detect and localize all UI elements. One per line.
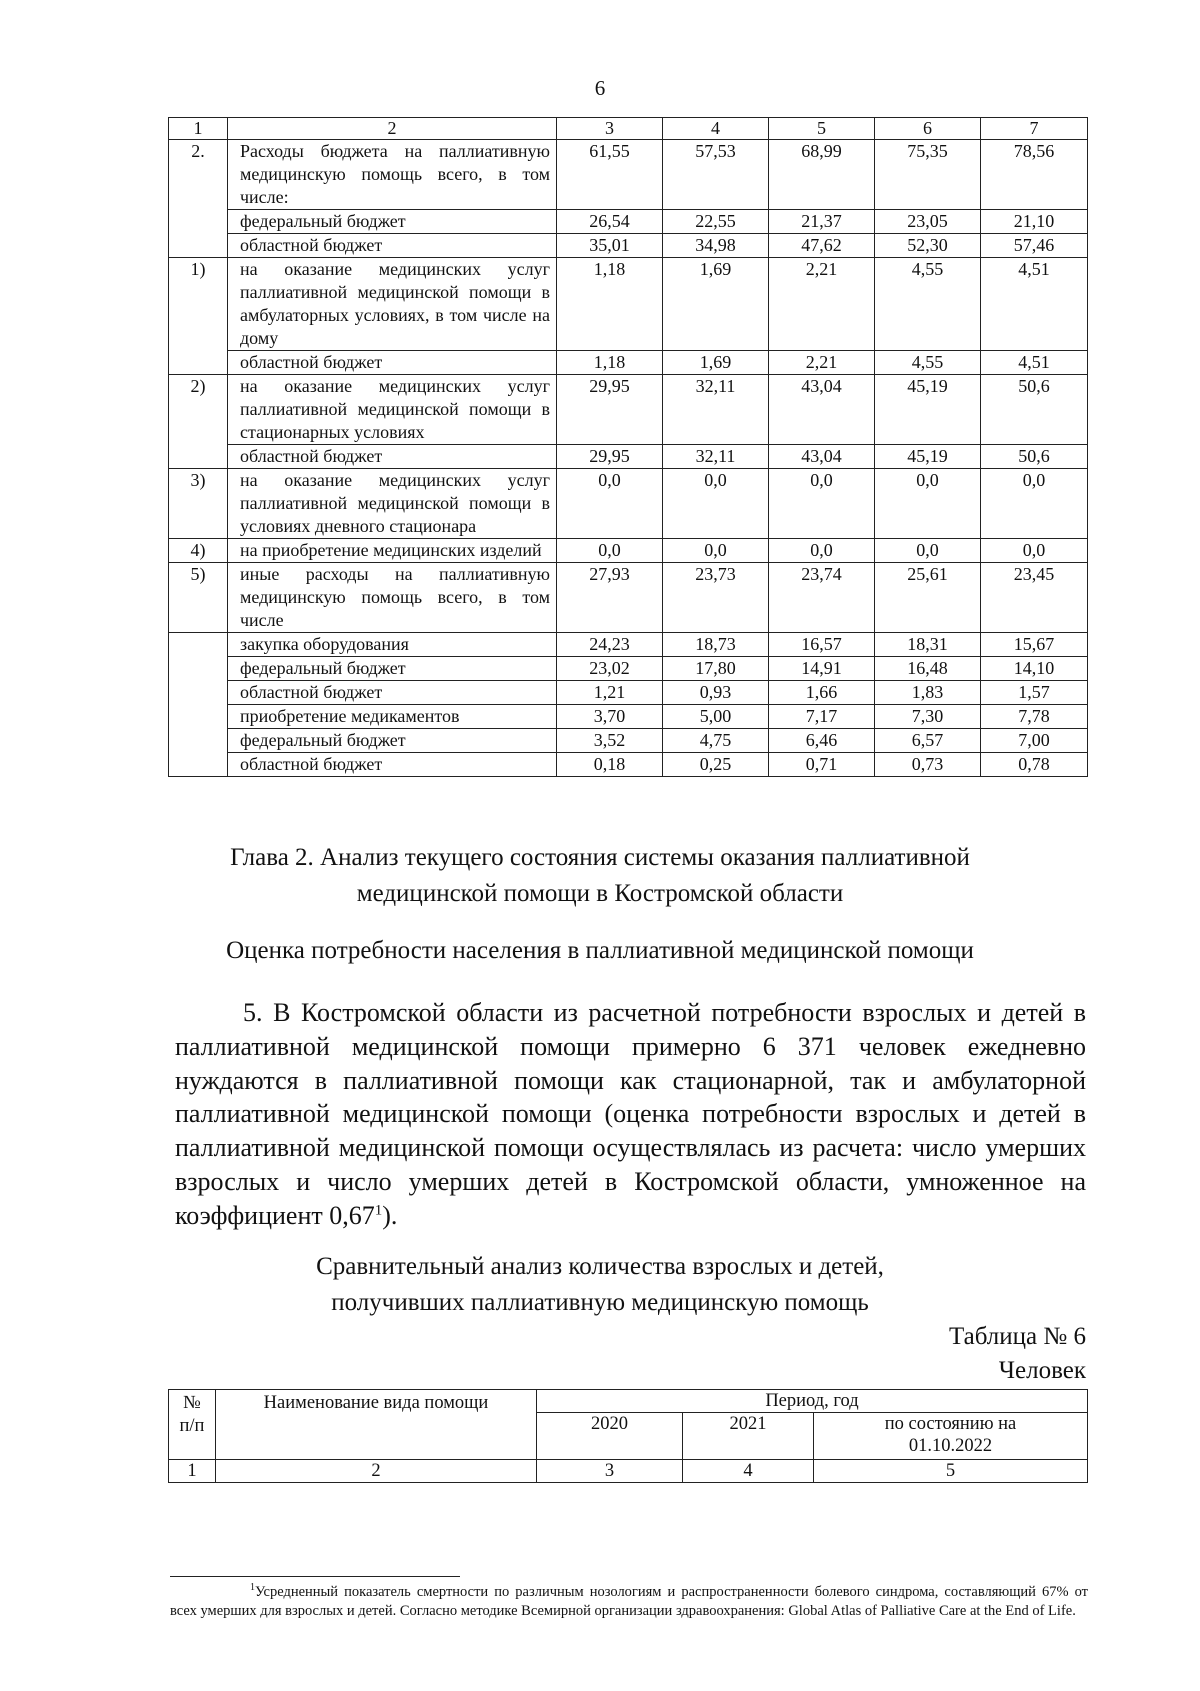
value-cell: 4,75 bbox=[663, 729, 769, 753]
value-cell: 27,93 bbox=[557, 563, 663, 633]
section-heading: Оценка потребности населения в паллиативной медицинской помощи bbox=[226, 937, 974, 964]
value-cell: 29,95 bbox=[557, 375, 663, 445]
row-name-cell: областной бюджет bbox=[228, 445, 557, 469]
col-period-header: Период, год bbox=[537, 1390, 1088, 1413]
value-cell: 14,10 bbox=[981, 657, 1088, 681]
row-name-cell: федеральный бюджет bbox=[228, 729, 557, 753]
footnote-mark: 1 bbox=[374, 1202, 383, 1219]
budget-expenses-table bbox=[168, 117, 1088, 777]
table-row bbox=[169, 234, 1088, 258]
header-cell: 4 bbox=[663, 118, 769, 140]
value-cell: 35,01 bbox=[557, 234, 663, 258]
row-number-cell: 4) bbox=[169, 539, 228, 563]
table-row bbox=[169, 539, 1088, 563]
table-header-row bbox=[169, 118, 1088, 140]
header-cell: 5 bbox=[769, 118, 875, 140]
value-cell: 68,99 bbox=[769, 140, 875, 210]
year-header: 2021 bbox=[683, 1413, 814, 1460]
year-header: 2020 bbox=[537, 1413, 683, 1460]
value-cell: 22,55 bbox=[663, 210, 769, 234]
value-cell: 32,11 bbox=[663, 375, 769, 445]
value-cell: 50,6 bbox=[981, 445, 1088, 469]
row-number-cell bbox=[169, 633, 228, 777]
table-header-row bbox=[169, 1390, 1088, 1413]
value-cell: 1,83 bbox=[875, 681, 981, 705]
index-cell: 5 bbox=[814, 1460, 1088, 1483]
value-cell: 1,21 bbox=[557, 681, 663, 705]
value-cell: 1,18 bbox=[557, 351, 663, 375]
value-cell: 0,0 bbox=[663, 539, 769, 563]
value-cell: 61,55 bbox=[557, 140, 663, 210]
table-row bbox=[169, 705, 1088, 729]
row-number-cell: 2. bbox=[169, 140, 228, 258]
value-cell: 6,57 bbox=[875, 729, 981, 753]
header-cell: 1 bbox=[169, 118, 228, 140]
table-row bbox=[169, 351, 1088, 375]
palliative-care-comparison-table bbox=[168, 1389, 1088, 1483]
value-cell: 25,61 bbox=[875, 563, 981, 633]
table-row bbox=[169, 681, 1088, 705]
table-row bbox=[169, 729, 1088, 753]
table-row bbox=[169, 633, 1088, 657]
value-cell: 45,19 bbox=[875, 445, 981, 469]
value-cell: 32,11 bbox=[663, 445, 769, 469]
value-cell: 43,04 bbox=[769, 375, 875, 445]
value-cell: 21,10 bbox=[981, 210, 1088, 234]
value-cell: 57,53 bbox=[663, 140, 769, 210]
value-cell: 7,78 bbox=[981, 705, 1088, 729]
row-number-cell: 1) bbox=[169, 258, 228, 375]
value-cell: 0,25 bbox=[663, 753, 769, 777]
header-cell: 3 bbox=[557, 118, 663, 140]
page-number: 6 bbox=[594, 76, 606, 100]
footnote-text: Усредненный показатель смертности по различным нозологиям и распространенности болевого синдрома, составляющий 67% от всех умерших для взрослых и детей. Согласно методике Всемирной организации здравоохранения: Global Atlas of Palliative Care at the End of Life. bbox=[170, 1584, 1088, 1619]
index-cell: 3 bbox=[537, 1460, 683, 1483]
chapter-heading bbox=[0, 840, 1200, 912]
table-row bbox=[169, 258, 1088, 351]
value-cell: 0,93 bbox=[663, 681, 769, 705]
value-cell: 1,66 bbox=[769, 681, 875, 705]
value-cell: 18,73 bbox=[663, 633, 769, 657]
value-cell: 23,74 bbox=[769, 563, 875, 633]
row-name-cell: закупка оборудования bbox=[228, 633, 557, 657]
header-cell: 6 bbox=[875, 118, 981, 140]
value-cell: 18,31 bbox=[875, 633, 981, 657]
table-caption-line: Сравнительный анализ количества взрослых и детей, bbox=[316, 1253, 884, 1280]
footnote-divider bbox=[170, 1576, 460, 1577]
table-row bbox=[169, 140, 1088, 210]
value-cell: 52,30 bbox=[875, 234, 981, 258]
row-name-cell: областной бюджет bbox=[228, 351, 557, 375]
index-cell: 4 bbox=[683, 1460, 814, 1483]
row-name-cell: областной бюджет bbox=[228, 681, 557, 705]
value-cell: 4,51 bbox=[981, 258, 1088, 351]
table-row bbox=[169, 469, 1088, 539]
value-cell: 4,55 bbox=[875, 351, 981, 375]
table-caption-line: получивших паллиативную медицинскую помощь bbox=[331, 1289, 869, 1316]
value-cell: 14,91 bbox=[769, 657, 875, 681]
value-cell: 16,57 bbox=[769, 633, 875, 657]
value-cell: 0,78 bbox=[981, 753, 1088, 777]
footnote bbox=[170, 1583, 1088, 1621]
col-num-header bbox=[169, 1390, 216, 1460]
value-cell: 23,05 bbox=[875, 210, 981, 234]
value-cell: 16,48 bbox=[875, 657, 981, 681]
row-number-cell: 2) bbox=[169, 375, 228, 469]
index-cell: 2 bbox=[216, 1460, 537, 1483]
value-cell: 50,6 bbox=[981, 375, 1088, 445]
unit-label: Человек bbox=[998, 1357, 1086, 1384]
index-cell: 1 bbox=[169, 1460, 216, 1483]
value-cell: 0,0 bbox=[981, 539, 1088, 563]
value-cell: 1,18 bbox=[557, 258, 663, 351]
table-row bbox=[169, 563, 1088, 633]
table-row bbox=[169, 445, 1088, 469]
value-cell: 1,57 bbox=[981, 681, 1088, 705]
value-cell: 0,0 bbox=[663, 469, 769, 539]
table-number-label: Таблица № 6 bbox=[948, 1323, 1086, 1350]
value-cell: 2,21 bbox=[769, 258, 875, 351]
paragraph-tail: ). bbox=[382, 1200, 398, 1230]
row-name-cell: федеральный бюджет bbox=[228, 210, 557, 234]
row-name-cell: на оказание медицинских услуг паллиативной медицинской помощи в условиях дневного стационара bbox=[228, 469, 557, 539]
chapter-heading-line: Глава 2. Анализ текущего состояния системы оказания паллиативной bbox=[230, 844, 970, 871]
value-cell: 23,73 bbox=[663, 563, 769, 633]
value-cell: 0,0 bbox=[769, 469, 875, 539]
value-cell: 0,18 bbox=[557, 753, 663, 777]
value-cell: 21,37 bbox=[769, 210, 875, 234]
value-cell: 75,35 bbox=[875, 140, 981, 210]
footnote-number: 1 bbox=[250, 1582, 255, 1594]
value-cell: 4,55 bbox=[875, 258, 981, 351]
value-cell: 34,98 bbox=[663, 234, 769, 258]
header-cell: 7 bbox=[981, 118, 1088, 140]
row-name-cell: областной бюджет bbox=[228, 753, 557, 777]
value-cell: 29,95 bbox=[557, 445, 663, 469]
table-row bbox=[169, 210, 1088, 234]
value-cell: 0,0 bbox=[981, 469, 1088, 539]
value-cell: 2,21 bbox=[769, 351, 875, 375]
value-cell: 1,69 bbox=[663, 258, 769, 351]
year-header: по состоянию на 01.10.2022 bbox=[814, 1413, 1088, 1460]
value-cell: 0,73 bbox=[875, 753, 981, 777]
value-cell: 5,00 bbox=[663, 705, 769, 729]
value-cell: 17,80 bbox=[663, 657, 769, 681]
row-name-cell: на оказание медицинских услуг паллиативной медицинской помощи в стационарных условиях bbox=[228, 375, 557, 445]
value-cell: 0,0 bbox=[557, 469, 663, 539]
value-cell: 3,70 bbox=[557, 705, 663, 729]
table-row bbox=[169, 375, 1088, 445]
value-cell: 0,0 bbox=[769, 539, 875, 563]
value-cell: 47,62 bbox=[769, 234, 875, 258]
value-cell: 15,67 bbox=[981, 633, 1088, 657]
value-cell: 7,00 bbox=[981, 729, 1088, 753]
table-row bbox=[169, 753, 1088, 777]
row-name-cell: приобретение медикаментов bbox=[228, 705, 557, 729]
value-cell: 43,04 bbox=[769, 445, 875, 469]
value-cell: 4,51 bbox=[981, 351, 1088, 375]
col-name-header: Наименование вида помощи bbox=[216, 1390, 537, 1460]
value-cell: 1,69 bbox=[663, 351, 769, 375]
value-cell: 0,0 bbox=[875, 469, 981, 539]
value-cell: 6,46 bbox=[769, 729, 875, 753]
table-caption bbox=[0, 1249, 1200, 1321]
row-name-cell: Расходы бюджета на паллиативную медицинскую помощь всего, в том числе: bbox=[228, 140, 557, 210]
value-cell: 26,54 bbox=[557, 210, 663, 234]
value-cell: 0,71 bbox=[769, 753, 875, 777]
value-cell: 23,45 bbox=[981, 563, 1088, 633]
value-cell: 0,0 bbox=[557, 539, 663, 563]
value-cell: 0,0 bbox=[875, 539, 981, 563]
col-num-label: № п/п bbox=[179, 1393, 205, 1436]
row-number-cell: 3) bbox=[169, 469, 228, 539]
row-number-cell: 5) bbox=[169, 563, 228, 633]
table-index-row bbox=[169, 1460, 1088, 1483]
value-cell: 3,52 bbox=[557, 729, 663, 753]
row-name-cell: областной бюджет bbox=[228, 234, 557, 258]
body-paragraph bbox=[175, 996, 1086, 1233]
value-cell: 24,23 bbox=[557, 633, 663, 657]
value-cell: 7,17 bbox=[769, 705, 875, 729]
value-cell: 57,46 bbox=[981, 234, 1088, 258]
value-cell: 45,19 bbox=[875, 375, 981, 445]
row-name-cell: иные расходы на паллиативную медицинскую помощь всего, в том числе bbox=[228, 563, 557, 633]
chapter-heading-line: медицинской помощи в Костромской области bbox=[356, 880, 844, 907]
header-cell: 2 bbox=[228, 118, 557, 140]
value-cell: 23,02 bbox=[557, 657, 663, 681]
value-cell: 78,56 bbox=[981, 140, 1088, 210]
row-name-cell: на оказание медицинских услуг паллиативной медицинской помощи в амбулаторных условиях, в том числе на дому bbox=[228, 258, 557, 351]
table-row bbox=[169, 657, 1088, 681]
row-name-cell: федеральный бюджет bbox=[228, 657, 557, 681]
value-cell: 7,30 bbox=[875, 705, 981, 729]
row-name-cell: на приобретение медицинских изделий bbox=[228, 539, 557, 563]
paragraph-text: 5. В Костромской области из расчетной потребности взрослых и детей в паллиативной медицинской помощи примерно 6 371 человек ежедневно нуждаются в паллиативной помощи как стационарной, так и амбулаторной паллиативной медицинской помощи (оценка потребности взрослых и детей в паллиативной медицинской помощи осуществлялась из расчета: число умерших взрослых и число умерших детей в Костромской области, умноженное на коэффициент 0,67 bbox=[175, 998, 1086, 1230]
